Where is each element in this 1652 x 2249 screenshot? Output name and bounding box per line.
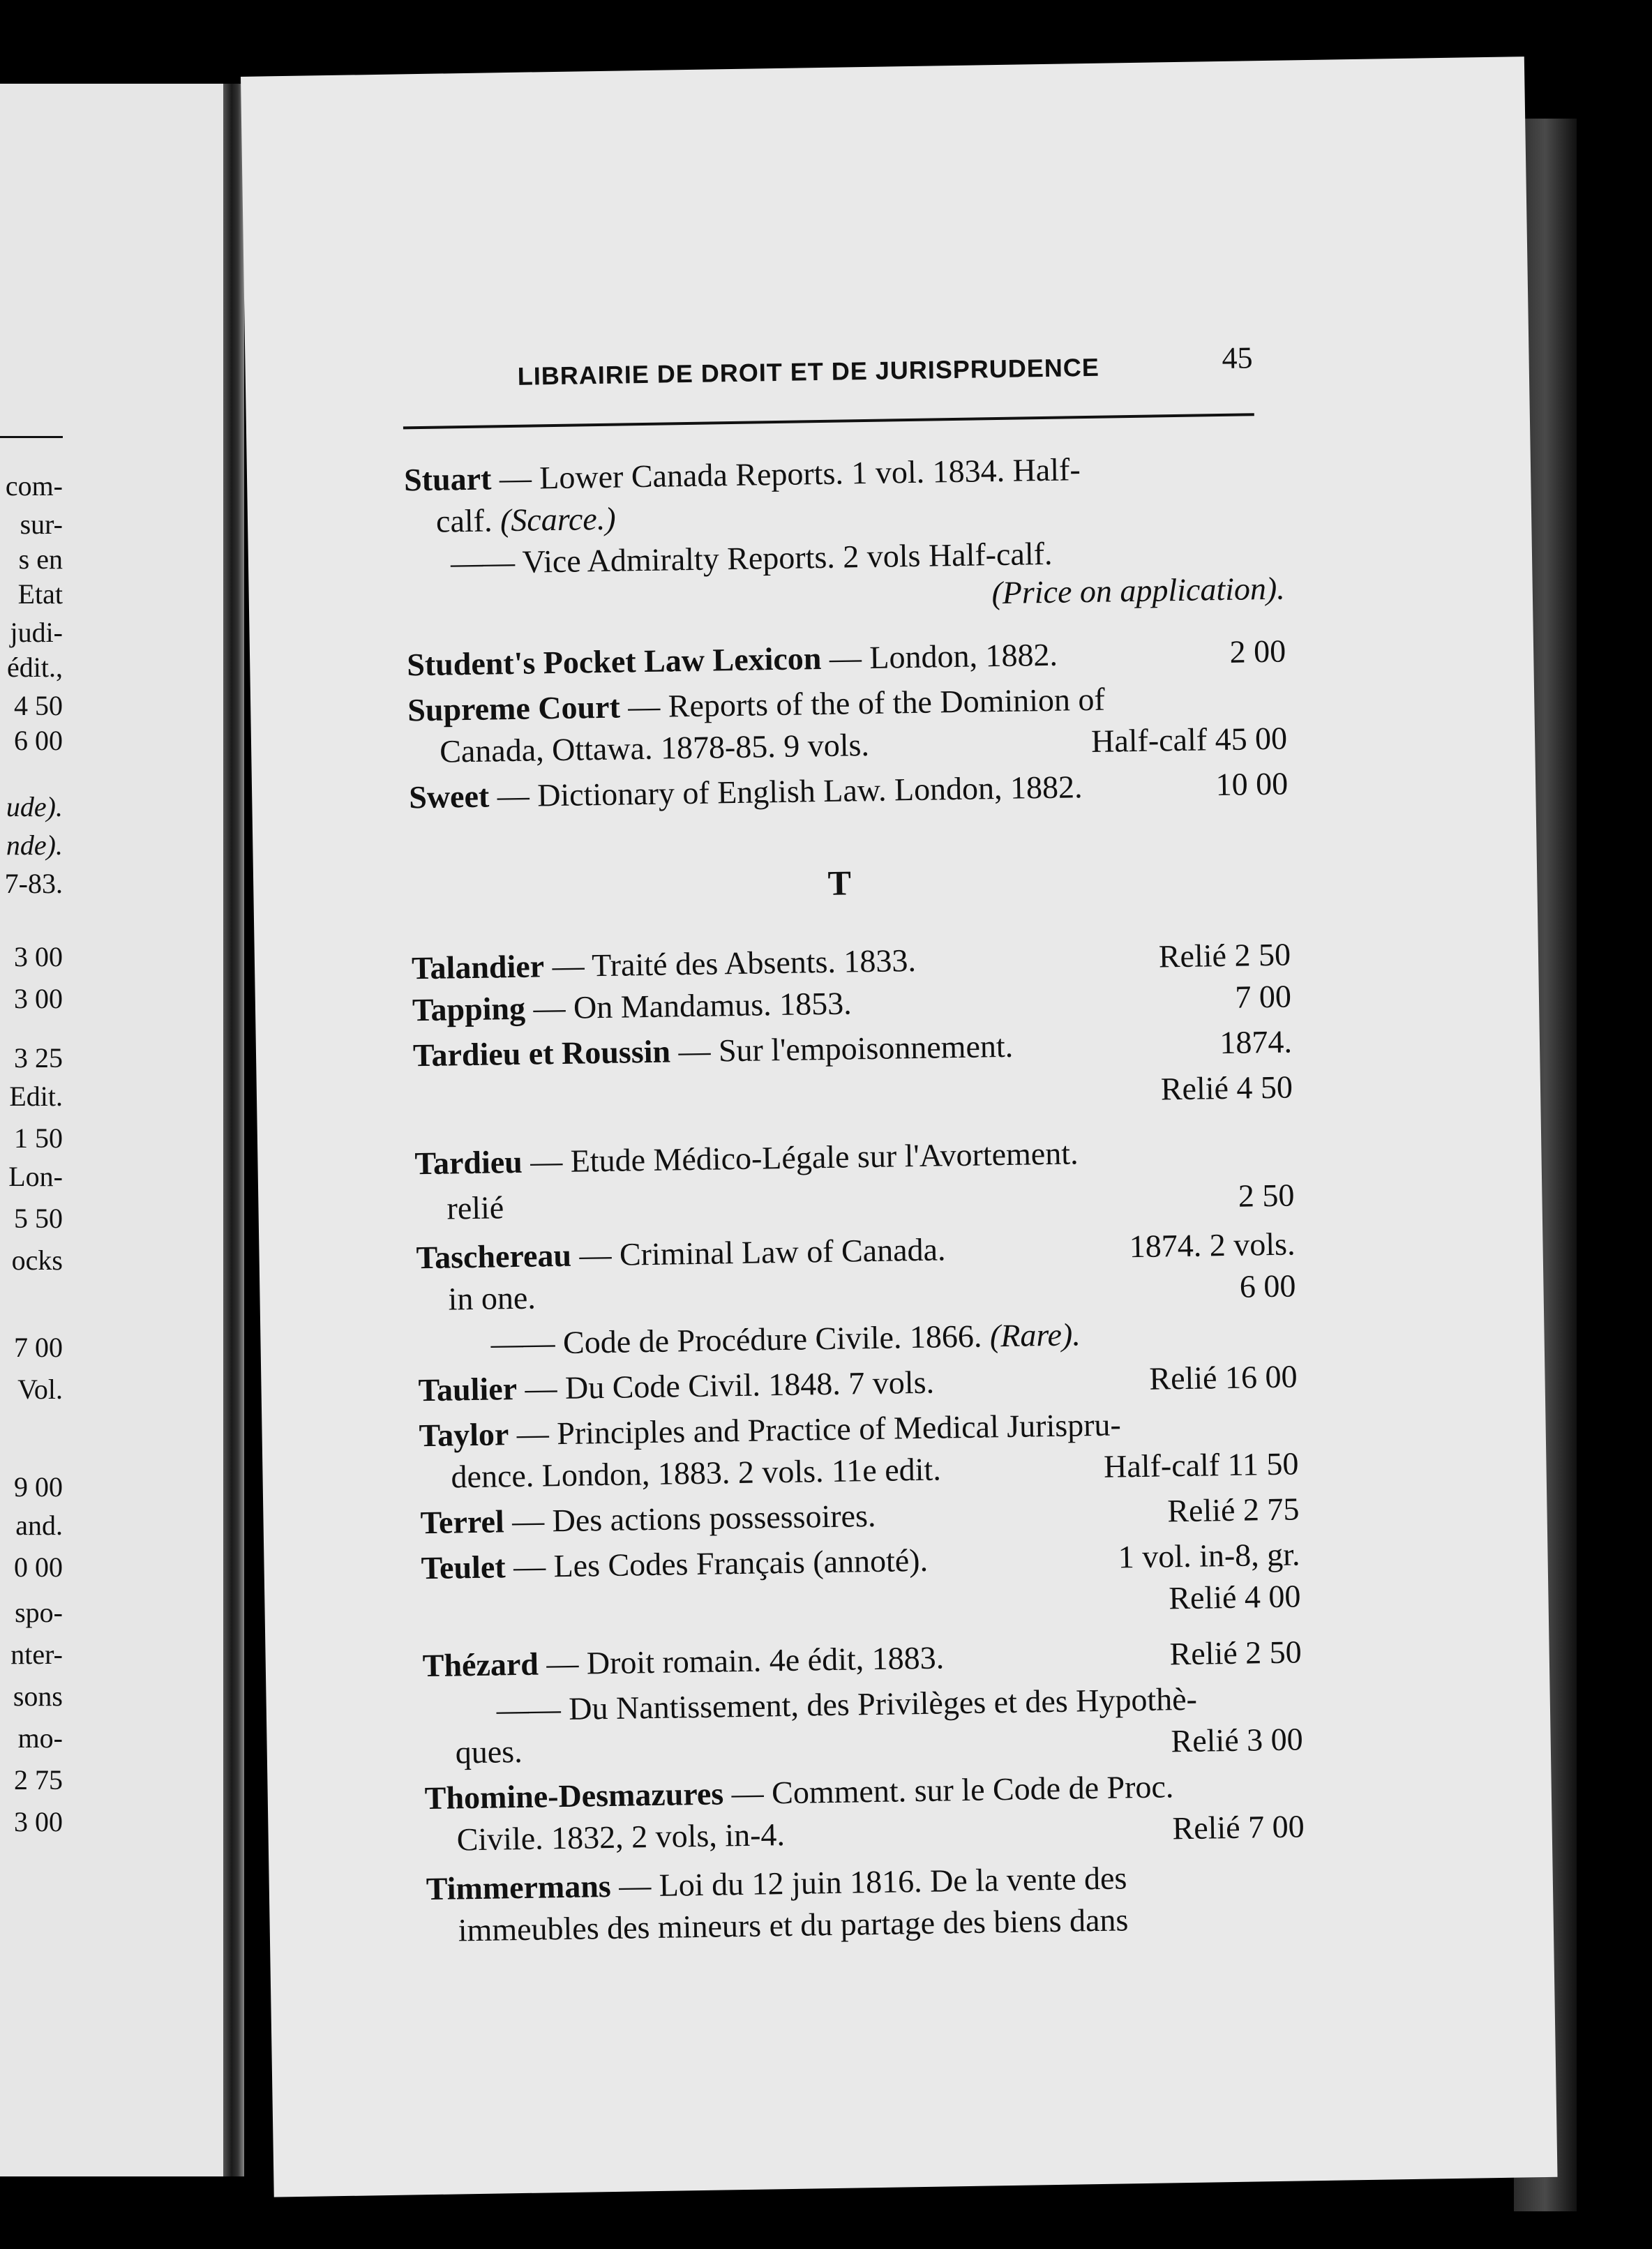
left-line: com-	[5, 470, 63, 502]
left-line: 1 50	[14, 1122, 63, 1154]
entry-text: Code de Procédure Civile. 1866.	[555, 1318, 991, 1361]
entry-author: Supreme Court	[407, 689, 621, 728]
entry-line	[448, 1267, 1296, 1318]
ditto-dash: ——	[450, 543, 516, 581]
left-line: 3 25	[14, 1042, 63, 1074]
left-line: 2 75	[14, 1764, 63, 1796]
left-line: Vol.	[17, 1374, 63, 1405]
entry-price: Relié 4 00	[1168, 1578, 1301, 1616]
left-line: nde).	[6, 829, 63, 861]
entry-line	[451, 1445, 1299, 1496]
entry-author: Thomine-Desmazures	[424, 1775, 724, 1817]
left-line: édit.,	[7, 652, 63, 683]
entry-price: 2 00	[1229, 633, 1286, 670]
entry-text: in one.	[448, 1279, 536, 1317]
entry-price: Relié 2 75	[1166, 1491, 1300, 1529]
entry-author: Thézard	[422, 1646, 539, 1684]
left-line: nter-	[10, 1639, 63, 1670]
entry-line	[421, 1577, 1301, 1629]
left-line: 3 00	[14, 1806, 63, 1837]
left-line: 9 00	[14, 1471, 63, 1503]
entry-author: Taschereau	[416, 1237, 572, 1276]
entry-text: — Des actions possessoires.	[504, 1497, 876, 1540]
entry-text: Civile. 1832, 2 vols, in-4.	[456, 1817, 786, 1858]
left-line: 7 00	[14, 1332, 63, 1363]
entry-text: — Loi du 12 juin 1816. De la vente des	[610, 1860, 1127, 1904]
entry-note: (Scarce.)	[500, 500, 616, 539]
entry-text: — Traité des Absents. 1833.	[543, 942, 917, 984]
entry-price: 1 vol. in-8, gr.	[1118, 1536, 1300, 1575]
left-line: ude).	[6, 791, 63, 822]
previous-page	[0, 84, 223, 2176]
entry-line	[490, 1311, 1370, 1363]
entry-line	[407, 633, 1286, 684]
entry-price: 2 50	[1238, 1177, 1295, 1214]
book-gutter	[223, 84, 244, 2176]
entry-text: — Criminal Law of Canada.	[571, 1231, 946, 1273]
left-line: sur-	[20, 509, 63, 540]
entry-author: Talandier	[411, 948, 545, 986]
entry-text: — London, 1882.	[820, 636, 1058, 677]
entry-text: — Principles and Practice of Medical Jurispru-	[508, 1406, 1122, 1452]
entry-author: Timmermans	[426, 1867, 612, 1907]
left-line: spo-	[15, 1597, 63, 1628]
left-line: 6 00	[14, 725, 63, 756]
entry-price: 7 00	[1234, 978, 1292, 1015]
catalog-page	[241, 57, 1558, 2197]
entry-price: Relié 16 00	[1148, 1358, 1298, 1397]
entry-author: Tapping	[412, 990, 526, 1028]
previous-page-rule	[0, 436, 63, 438]
entry-line	[413, 1023, 1293, 1075]
entry-line	[420, 1490, 1300, 1542]
entry-price: Relié 4 50	[1160, 1069, 1293, 1107]
entry-price: Relié 2 50	[1169, 1634, 1302, 1672]
page-number: 45	[1222, 340, 1253, 375]
entry-text: — Comment. sur le Code de Proc.	[723, 1768, 1174, 1812]
entry-author: Sweet	[408, 778, 490, 815]
left-line: and.	[15, 1510, 63, 1541]
entry-author: Tardieu et Roussin	[412, 1033, 671, 1074]
entry-text: — Etude Médico-Légale sur l'Avortement.	[522, 1135, 1079, 1180]
entry-text: — Les Codes Français (annoté).	[505, 1542, 929, 1585]
entry-price: Relié 3 00	[1171, 1721, 1304, 1759]
entry-line	[446, 1176, 1295, 1227]
ditto-dash: ——	[496, 1691, 562, 1728]
left-line: Edit.	[9, 1081, 63, 1112]
left-line: 3 00	[14, 983, 63, 1014]
entry-author: Teulet	[421, 1549, 506, 1586]
entry-price: Relié 2 50	[1158, 936, 1291, 975]
entry-line	[458, 1898, 1337, 1950]
entry-price: Relié 7 00	[1172, 1808, 1305, 1846]
entry-line	[414, 1131, 1294, 1182]
entry-text: Vice Admiralty Reports. 2 vols Half-calf.	[514, 535, 1053, 580]
entry-text: Du Nantissement, des Privilèges et des Hypothè-	[560, 1680, 1198, 1727]
left-line: sons	[13, 1680, 63, 1712]
entry-author: Tardieu	[414, 1143, 523, 1182]
entry-price: 1874.	[1219, 1023, 1293, 1061]
entry-price: 10 00	[1215, 765, 1289, 803]
entry-line	[409, 765, 1289, 817]
left-line: s en	[18, 543, 63, 575]
entry-line	[422, 1633, 1302, 1685]
entry-text: ques.	[455, 1733, 523, 1770]
entry-price: Half-calf 11 50	[1103, 1445, 1299, 1484]
left-line: judi-	[10, 617, 63, 648]
left-line: 4 50	[14, 690, 63, 721]
entry-line	[440, 720, 1288, 771]
entry-text: calf.	[435, 502, 501, 539]
section-letter: T	[827, 863, 852, 903]
entry-price: 6 00	[1239, 1268, 1296, 1304]
entry-text: — Reports of the of the Dominion of	[620, 681, 1106, 725]
entry-text: — Du Code Civil. 1848. 7 vols.	[516, 1364, 935, 1407]
entry-note: (Rare).	[989, 1316, 1081, 1354]
left-line: ocks	[11, 1244, 63, 1276]
entry-line	[456, 1807, 1305, 1858]
entry-author: Student's Pocket Law Lexicon	[406, 640, 822, 683]
entry-text: — On Mandamus. 1853.	[525, 985, 853, 1026]
entry-text: immeubles des mineurs et du partage des biens dans	[458, 1902, 1129, 1948]
entry-text: dence. London, 1883. 2 vols. 11e edit.	[451, 1451, 942, 1495]
entry-text: — Sur l'empoisonnement.	[670, 1028, 1014, 1069]
left-line: 0 00	[14, 1551, 63, 1583]
left-line: 5 50	[14, 1203, 63, 1234]
entry-author: Stuart	[403, 460, 492, 498]
entry-note: (Price on application).	[991, 570, 1286, 611]
entry-line	[414, 1068, 1293, 1120]
left-line: mo-	[17, 1722, 63, 1754]
entry-price: 1874. 2 vols.	[1129, 1226, 1296, 1265]
header-rule	[403, 413, 1254, 429]
entry-text: — Dictionary of English Law. London, 1882.	[488, 769, 1083, 814]
entry-text: relié	[446, 1189, 504, 1226]
entry-price: Half-calf 45 00	[1090, 720, 1288, 759]
left-line: Lon-	[8, 1161, 63, 1192]
entry-line	[412, 978, 1292, 1030]
ditto-dash: ——	[490, 1325, 555, 1362]
entry-author: Terrel	[420, 1503, 505, 1541]
entry-line	[418, 1357, 1298, 1409]
entry-line	[455, 1720, 1303, 1771]
left-line: 3 00	[14, 941, 63, 972]
entry-author: Taylor	[419, 1416, 509, 1454]
left-line: Etat	[17, 578, 63, 610]
entry-text: — Droit romain. 4e édit, 1883.	[538, 1639, 945, 1682]
entry-author: Taulier	[418, 1371, 518, 1408]
running-header: LIBRAIRIE DE DROIT ET DE JURISPRUDENCE	[517, 352, 1100, 391]
entry-text: Canada, Ottawa. 1878-85. 9 vols.	[439, 726, 870, 769]
left-line: 7-83.	[4, 868, 63, 899]
entry-text: — Lower Canada Reports. 1 vol. 1834. Half-	[490, 451, 1081, 497]
